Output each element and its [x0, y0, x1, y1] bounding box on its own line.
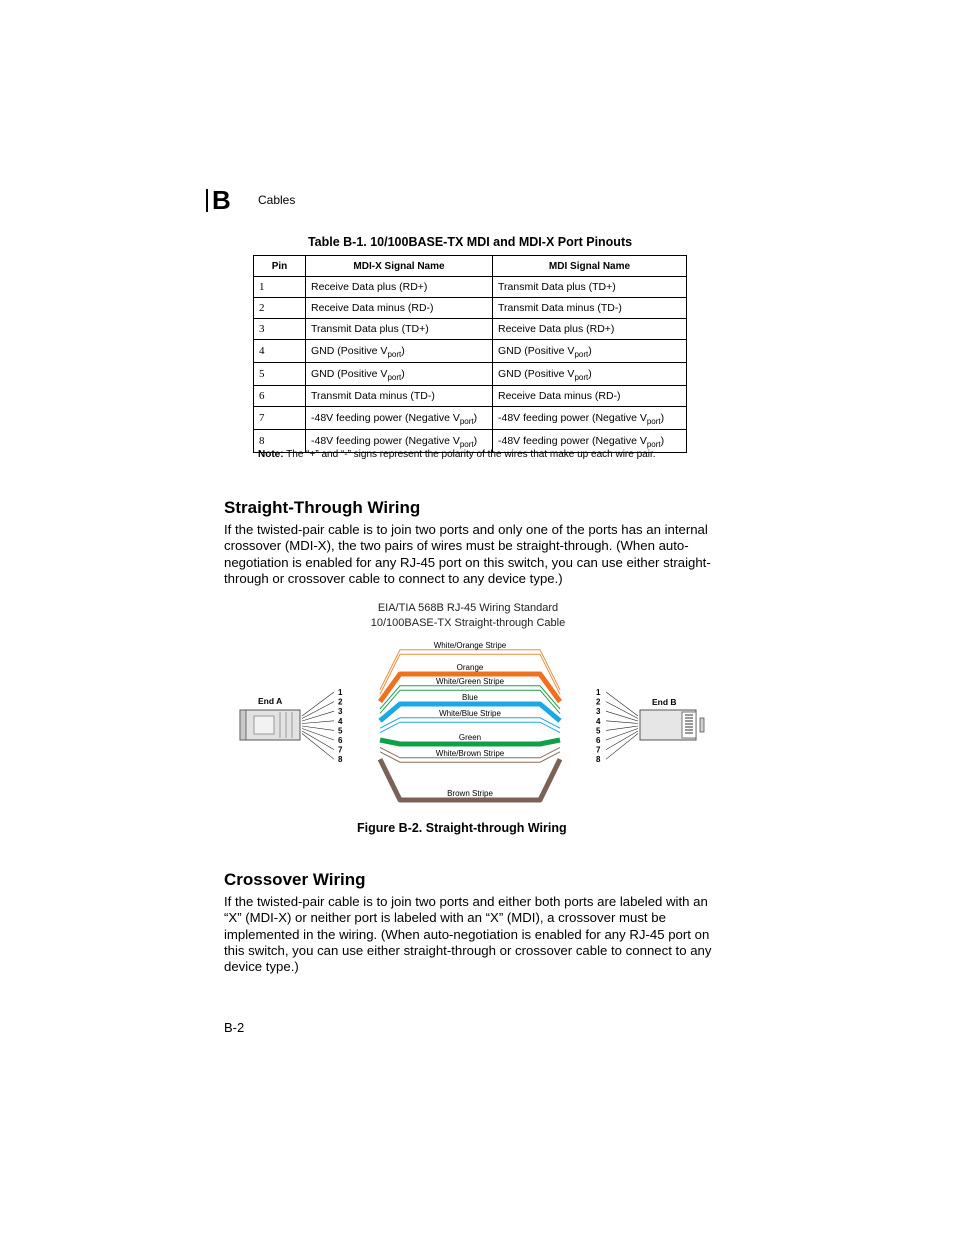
- fan-line-left: [302, 726, 334, 730]
- fan-line-left: [302, 731, 334, 750]
- signal-name: Transmit Data plus (TD+): [311, 323, 429, 335]
- pin-cell: 6: [254, 386, 306, 407]
- signal-name: -48V feeding power (Negative V: [311, 412, 460, 424]
- straight-through-wiring-diagram: [230, 640, 710, 820]
- fan-line-right: [606, 731, 638, 750]
- table-row: [254, 407, 687, 430]
- mdix-signal-cell: [306, 340, 493, 363]
- signal-suffix: ): [473, 435, 478, 447]
- fan-line-right: [606, 726, 638, 730]
- signal-subscript: port: [459, 440, 474, 449]
- pin-number-right: 6: [596, 736, 601, 745]
- pin-number-right: 3: [596, 707, 601, 717]
- pin-number-left: 1: [338, 688, 343, 697]
- mdi-signal-cell: [493, 298, 687, 319]
- table-note: [258, 449, 656, 460]
- page-number: B-2: [224, 1020, 245, 1035]
- signal-suffix: ): [660, 412, 665, 424]
- rj45-plug-end-a: [240, 710, 300, 740]
- table-row: [254, 363, 687, 386]
- signal-subscript: port: [574, 350, 589, 359]
- mdi-signal-cell: [493, 407, 687, 430]
- mdi-signal-cell: [493, 386, 687, 407]
- straight-through-paragraph: If the twisted-pair cable is to join two ports and only one of the ports has an internal crossover (MDI-X), the two pairs of wires must be straight-through. (When auto-negotiation is enabled for any RJ-45 port on this switch, you can use either straight-through or crossover cable to connect to any device type.): [224, 522, 711, 586]
- note-text: The “+” and “-” signs represent the polarity of the wires that make up each wire pair.: [283, 449, 656, 460]
- wire-labels: [434, 641, 507, 798]
- signal-subscript: port: [574, 373, 589, 382]
- wire-label: White/Brown Stripe: [435, 749, 505, 758]
- end-a-label: End A: [258, 696, 283, 706]
- mdi-signal-cell: [493, 340, 687, 363]
- pin-number-left: 4: [338, 716, 343, 726]
- signal-name: Receive Data plus (RD+): [498, 323, 615, 335]
- signal-name: Receive Data minus (RD-): [498, 390, 621, 402]
- signal-name: Transmit Data minus (TD-): [498, 302, 622, 314]
- pin-cell: 4: [254, 340, 306, 363]
- signal-suffix: ): [588, 368, 592, 380]
- section-heading-straight-through: Straight-Through Wiring: [224, 498, 421, 517]
- signal-name: -48V feeding power (Negative V: [498, 435, 647, 447]
- mdix-signal-cell: [306, 277, 493, 298]
- wire-label: White/Green Stripe: [435, 677, 505, 686]
- pin-number-left: 2: [338, 697, 343, 707]
- fan-line-right: [606, 721, 638, 724]
- chapter-mark: [206, 185, 238, 215]
- figure-title-line2: 10/100BASE-TX Straight-through Cable: [370, 617, 566, 629]
- pin-cell: 5: [254, 363, 306, 386]
- wire-label: White/Blue Stripe: [439, 709, 501, 718]
- chapter-mark-bar: [206, 189, 208, 212]
- wire-layer: [380, 650, 560, 800]
- pin-cell: 8: [254, 430, 306, 453]
- note-label: Note:: [258, 449, 284, 460]
- table-row: [254, 298, 687, 319]
- signal-name: GND (Positive V: [498, 368, 575, 380]
- pin-number-left: 7: [338, 745, 343, 755]
- mdix-signal-cell: [306, 386, 493, 407]
- pin-number-right: 4: [596, 716, 601, 726]
- mdix-signal-cell: [306, 407, 493, 430]
- pin-cell: 3: [254, 319, 306, 340]
- wire-label: Green: [458, 733, 482, 742]
- signal-suffix: ): [588, 345, 592, 357]
- table-row: [254, 340, 687, 363]
- table-row: [254, 277, 687, 298]
- pin-cell: 1: [254, 277, 306, 298]
- mdix-signal-cell: [306, 298, 493, 319]
- pin-number-right: 5: [596, 726, 601, 736]
- signal-name: -48V feeding power (Negative V: [311, 435, 460, 447]
- table-header-row: [254, 256, 687, 277]
- wire-stripe-line: [380, 722, 560, 732]
- signal-name: GND (Positive V: [311, 345, 388, 357]
- pin-number-left: 6: [338, 736, 343, 745]
- fan-line-left: [302, 734, 334, 760]
- pin-cell: 7: [254, 407, 306, 430]
- signal-name: GND (Positive V: [498, 345, 575, 357]
- pin-number-right: 2: [596, 697, 601, 707]
- mdi-signal-cell: [493, 319, 687, 340]
- wire-label: Brown Stripe: [447, 789, 493, 798]
- fan-line-right: [606, 734, 638, 760]
- signal-name: Transmit Data plus (TD+): [498, 281, 616, 293]
- mdix-signal-cell: [306, 363, 493, 386]
- pin-number-left: 3: [338, 707, 343, 717]
- signal-subscript: port: [387, 373, 402, 382]
- pin-number-left: 8: [338, 755, 343, 765]
- signal-name: Receive Data plus (RD+): [311, 281, 428, 293]
- signal-name: Receive Data minus (RD-): [311, 302, 434, 314]
- mdix-signal-cell: [306, 319, 493, 340]
- signal-subscript: port: [387, 350, 402, 359]
- signal-suffix: ): [401, 345, 405, 357]
- signal-subscript: port: [459, 417, 474, 426]
- table-body: [254, 277, 687, 453]
- figure-title-line1: EIA/TIA 568B RJ-45 Wiring Standard: [377, 602, 559, 614]
- chapter-letter: B: [212, 185, 231, 215]
- signal-name: Transmit Data minus (TD-): [311, 390, 435, 402]
- signal-suffix: ): [473, 412, 478, 424]
- mdi-signal-cell: [493, 277, 687, 298]
- mdi-signal-cell: [493, 363, 687, 386]
- signal-name: GND (Positive V: [311, 368, 388, 380]
- end-b-label: End B: [652, 697, 677, 707]
- signal-subscript: port: [646, 440, 661, 449]
- fan-line-right: [606, 729, 638, 741]
- fan-line-left: [302, 729, 334, 741]
- table-row: [254, 319, 687, 340]
- wire-5: [380, 718, 560, 733]
- pin-number-right: 8: [596, 755, 601, 765]
- table-caption: Table B-1. 10/100BASE-TX MDI and MDI-X Port Pinouts: [307, 235, 633, 249]
- pin-cell: 2: [254, 298, 306, 319]
- pin-number-right: 1: [596, 688, 601, 697]
- column-header-mdi: MDI Signal Name: [493, 256, 687, 277]
- figure-caption: Figure B-2. Straight-through Wiring: [357, 821, 567, 835]
- wire-label: Blue: [461, 693, 479, 702]
- pin-number-left: 5: [338, 726, 343, 736]
- crossover-paragraph: If the twisted-pair cable is to join two ports and either both ports are labeled with an “X” (MDI-X) or neither port is labeled with an “X” (MDI), a crossover must be implemented in the wiring. (When auto-negotiation is enabled for any RJ-45 port on this switch, you can use either straight-through or crossover cable to connect to any device type.): [224, 894, 712, 975]
- running-head: Cables: [258, 193, 296, 207]
- column-header-pin: Pin: [254, 256, 306, 277]
- section-heading-crossover: Crossover Wiring: [224, 870, 366, 889]
- wire-stripe-line: [380, 718, 560, 728]
- wire-label: Orange: [456, 663, 484, 672]
- pin-number-right: 7: [596, 745, 601, 755]
- signal-subscript: port: [646, 417, 661, 426]
- wire-label: White/Orange Stripe: [433, 641, 507, 650]
- signal-suffix: ): [660, 435, 665, 447]
- signal-name: -48V feeding power (Negative V: [498, 412, 647, 424]
- pinout-table: [253, 255, 687, 453]
- rj45-plug-end-b: [640, 710, 704, 740]
- column-header-mdix: MDI-X Signal Name: [306, 256, 493, 277]
- table-row: [254, 386, 687, 407]
- fan-line-left: [302, 721, 334, 724]
- signal-suffix: ): [401, 368, 405, 380]
